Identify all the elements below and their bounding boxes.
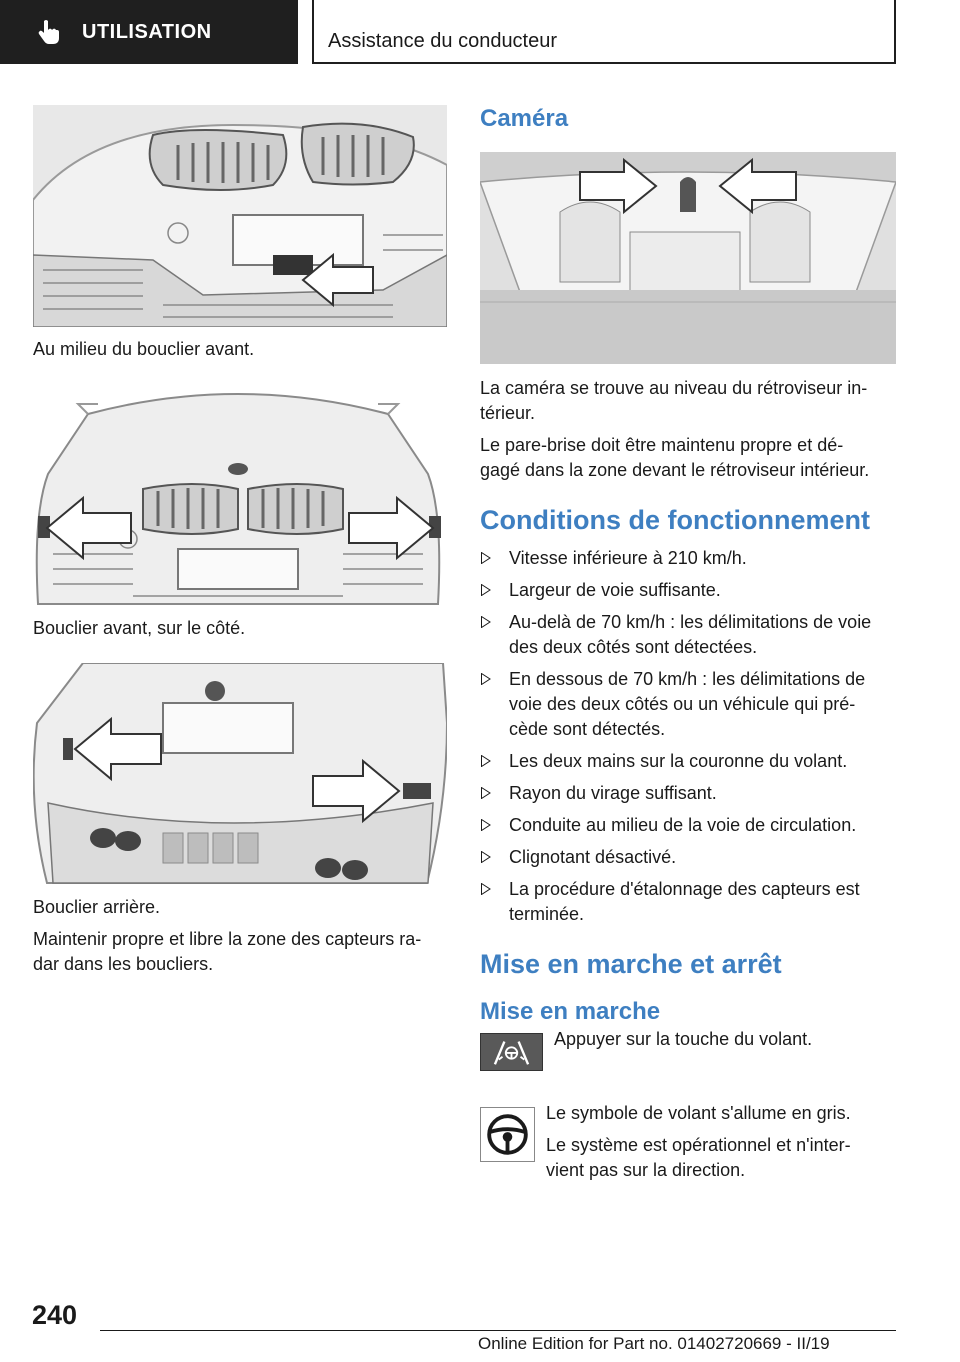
camera-heading: Caméra [480,105,569,132]
front-bumper-center-figure [33,105,447,327]
system-line1: Le système est opérationnel et n'inter- [546,1135,851,1155]
condition-text: Largeur de voie suffisante. [509,580,721,600]
system-text [546,1133,851,1183]
camera-p1-line1: La caméra se trouve au niveau du rétroviseur in- [480,378,868,398]
sensor-note-line2: dar dans les boucliers. [33,954,214,974]
windshield-text [480,433,896,483]
left-column [33,105,447,977]
conditions-heading: Conditions de fonctionnement [480,505,870,535]
header-section-tab [0,0,298,64]
list-item [480,781,896,806]
page-number: 240 [32,1300,78,1330]
bullet-triangle-icon [481,787,491,799]
section-label: UTILISATION [82,20,212,43]
bullet-triangle-icon [481,616,491,628]
list-item [480,749,896,774]
list-item [480,813,896,838]
onoff-heading: Mise en marche et arrêt [480,949,782,979]
bullet-triangle-icon [481,755,491,767]
sensor-note [33,927,447,977]
list-item [480,546,896,571]
condition-text: Conduite au milieu de la voie de circulation. [509,815,857,835]
condition-text: cède sont détectés. [509,719,666,739]
condition-text: Au-delà de 70 km/h : les délimitations de voie [509,612,872,632]
conditions-list [480,546,896,927]
edition-text: Online Edition for Part no. 01402720669 - II/19 [478,1334,830,1353]
chapter-title-box [312,0,896,64]
condition-text: Les deux mains sur la couronne du volant. [509,751,848,771]
symbol-text-block [546,1101,851,1183]
list-item [480,578,896,603]
on-subheading: Mise en marche [480,998,661,1025]
on-step-text: Appuyer sur la touche du volant. [554,1029,813,1049]
bullet-triangle-icon [481,673,491,685]
condition-text: En dessous de 70 km/h : les délimitations de [509,669,866,689]
symbol-row [480,1101,896,1211]
condition-text: voie des deux côtés ou un véhicule qui pré- [509,694,856,714]
condition-text: Vitesse inférieure à 210 km/h. [509,548,747,568]
list-item [480,877,896,927]
sensor-note-line1: Maintenir propre et libre la zone des capteurs ra- [33,929,422,949]
condition-text: Rayon du virage suffisant. [509,783,717,803]
bullet-triangle-icon [481,584,491,596]
on-step-row [480,1029,896,1091]
footer-rule [100,1330,896,1331]
condition-text: des deux côtés sont détectées. [509,637,758,657]
condition-text: La procédure d'étalonnage des capteurs est [509,879,860,899]
camera-p1-line2: térieur. [480,403,536,423]
list-item [480,667,896,742]
bullet-triangle-icon [481,883,491,895]
camera-location-text [480,376,896,426]
list-item [480,845,896,870]
hand-pointer-icon [38,19,60,45]
list-item [480,610,896,660]
fig2-caption: Bouclier avant, sur le côté. [33,618,246,638]
camera-p2-line2: gagé dans la zone devant le rétroviseur intérieur. [480,460,870,480]
steering-assist-button-icon [480,1033,543,1071]
condition-text: terminée. [509,904,585,924]
bullet-triangle-icon [481,851,491,863]
camera-p2-line1: Le pare-brise doit être maintenu propre et dé- [480,435,844,455]
symbol-text: Le symbole de volant s'allume en gris. [546,1103,851,1123]
bullet-triangle-icon [481,552,491,564]
right-column [480,100,896,1211]
chapter-title: Assistance du conducteur [328,30,558,52]
bullet-triangle-icon [481,819,491,831]
rear-bumper-figure [33,663,447,885]
steering-wheel-icon [480,1107,535,1162]
fig1-caption: Au milieu du bouclier avant. [33,339,255,359]
system-line2: vient pas sur la direction. [546,1160,746,1180]
front-bumper-side-figure [33,384,447,606]
condition-text: Clignotant désactivé. [509,847,677,867]
camera-interior-figure [480,152,896,364]
fig3-caption: Bouclier arrière. [33,897,161,917]
